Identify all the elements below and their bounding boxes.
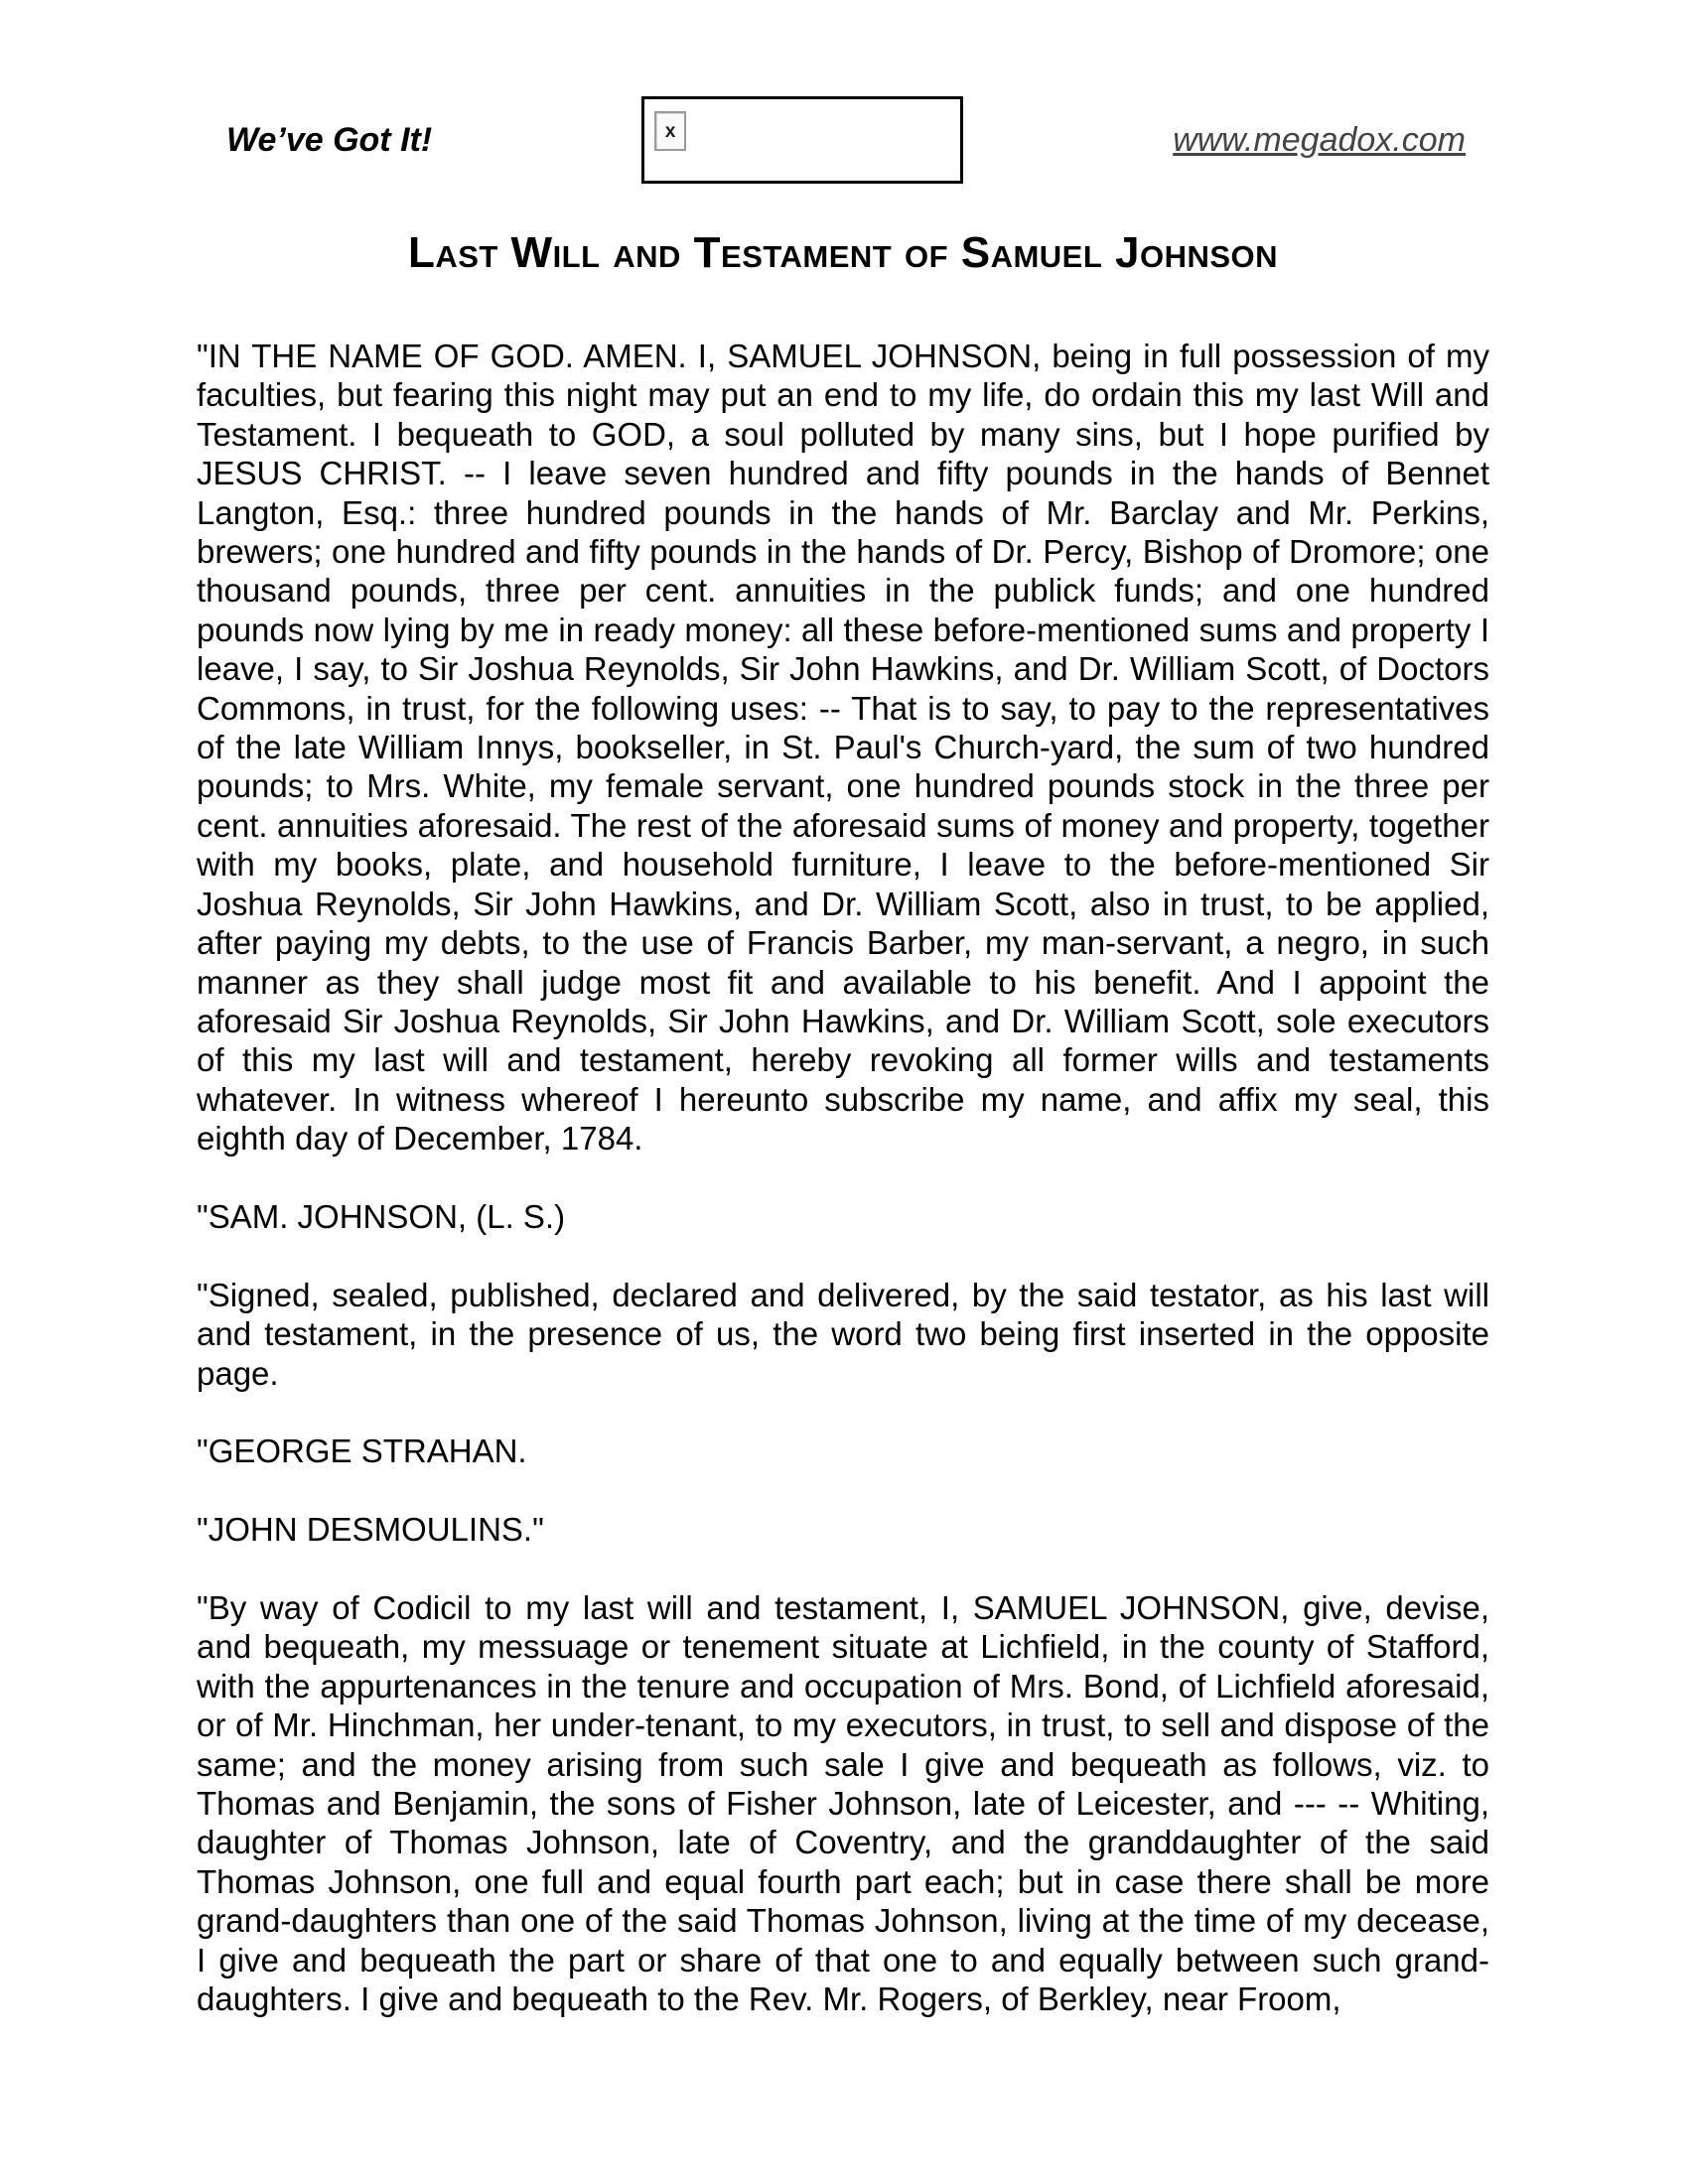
witness-signature-john-desmoulins: "JOHN DESMOULINS." (197, 1511, 544, 1549)
website-link[interactable]: www.megadox.com (1173, 120, 1466, 159)
will-text-body (197, 337, 1489, 2018)
page-header (197, 95, 1489, 185)
testator-signature-line: "SAM. JOHNSON, (L. S.) (197, 1197, 566, 1235)
codicil-paragraph: "By way of Codicil to my last will and testament, I, SAMUEL JOHNSON, give, devise, and bequeath, my messuage or tenement situate at Lichfield, in the county of Stafford, with the appurtenances in the tenure and occupation of Mrs. Bond, of Lichfield aforesaid, or of Mr. Hinchman, her under-tenant, to my executors, in trust, to sell and dispose of the same; and the money arising from such sale I give and bequeath as follows, viz. to Thomas and Benjamin, the sons of Fisher Johnson, late of Leicester, and --- -- Whiting, daughter of Thomas Johnson, late of Coventry, and the granddaughter of the said Thomas Johnson, one full and equal fourth part each; but in case there shall be more grand-daughters than one of the said Thomas Johnson, living at the time of my decease, I give and bequeath the part or share of that one to and equally between such grand-daughters. I give and bequeath to the Rev. Mr. Rogers, of Berkley, near Froom, (197, 1588, 1489, 2017)
witness-signature-george-strahan: "GEORGE STRAHAN. (197, 1433, 527, 1470)
will-opening-paragraph: "IN THE NAME OF GOD. AMEN. I, SAMUEL JOHNSON, being in full possession of my faculties, but fearing this night may put an end to my life, do ordain this my last Will and Testament. I bequeath to GOD, a soul polluted by many sins, but I hope purified by JESUS CHRIST. -- I leave seven hundred and fifty pounds in the hands of Bennet Langton, Esq.: three hundred pounds in the hands of Mr. Barclay and Mr. Perkins, brewers; one hundred and fifty pounds in the hands of Dr. Percy, Bishop of Dromore; one thousand pounds, three per cent. annuities in the publick funds; and one hundred pounds now lying by me in ready money: all these before-mentioned sums and property I leave, I say, to Sir Joshua Reynolds, Sir John Hawkins, and Dr. William Scott, of Doctors Commons, in trust, for the following uses: -- That is to say, to pay to the representatives of the late William Innys, bookseller, in St. Paul's Church-yard, the sum of two hundred pounds; to Mrs. White, my female servant, one hundred pounds stock in the three per cent. annuities aforesaid. The rest of the aforesaid sums of money and property, together with my books, plate, and household furniture, I leave to the before-mentioned Sir Joshua Reynolds, Sir John Hawkins, and Dr. William Scott, also in trust, to be applied, after paying my debts, to the use of Francis Barber, my man-servant, a negro, in such manner as they shall judge most fit and available to his benefit. And I appoint the aforesaid Sir Joshua Reynolds, Sir John Hawkins, and Dr. William Scott, sole executors of this my last will and testament, hereby revoking all former wills and testaments whatever. In witness whereof I hereunto subscribe my name, and affix my seal, this eighth day of December, 1784. (197, 338, 1489, 1158)
attestation-paragraph: "Signed, sealed, published, declared and delivered, by the said testator, as his last will and testament, in the presence of us, the word two being first inserted in the opposite page. (197, 1276, 1489, 1392)
page-title: Last Will and Testament of Samuel Johnson (407, 228, 1279, 277)
brand-tagline: We’ve Got It! (226, 120, 433, 159)
logo-image-placeholder (641, 96, 963, 184)
broken-image-icon: x (654, 111, 686, 151)
